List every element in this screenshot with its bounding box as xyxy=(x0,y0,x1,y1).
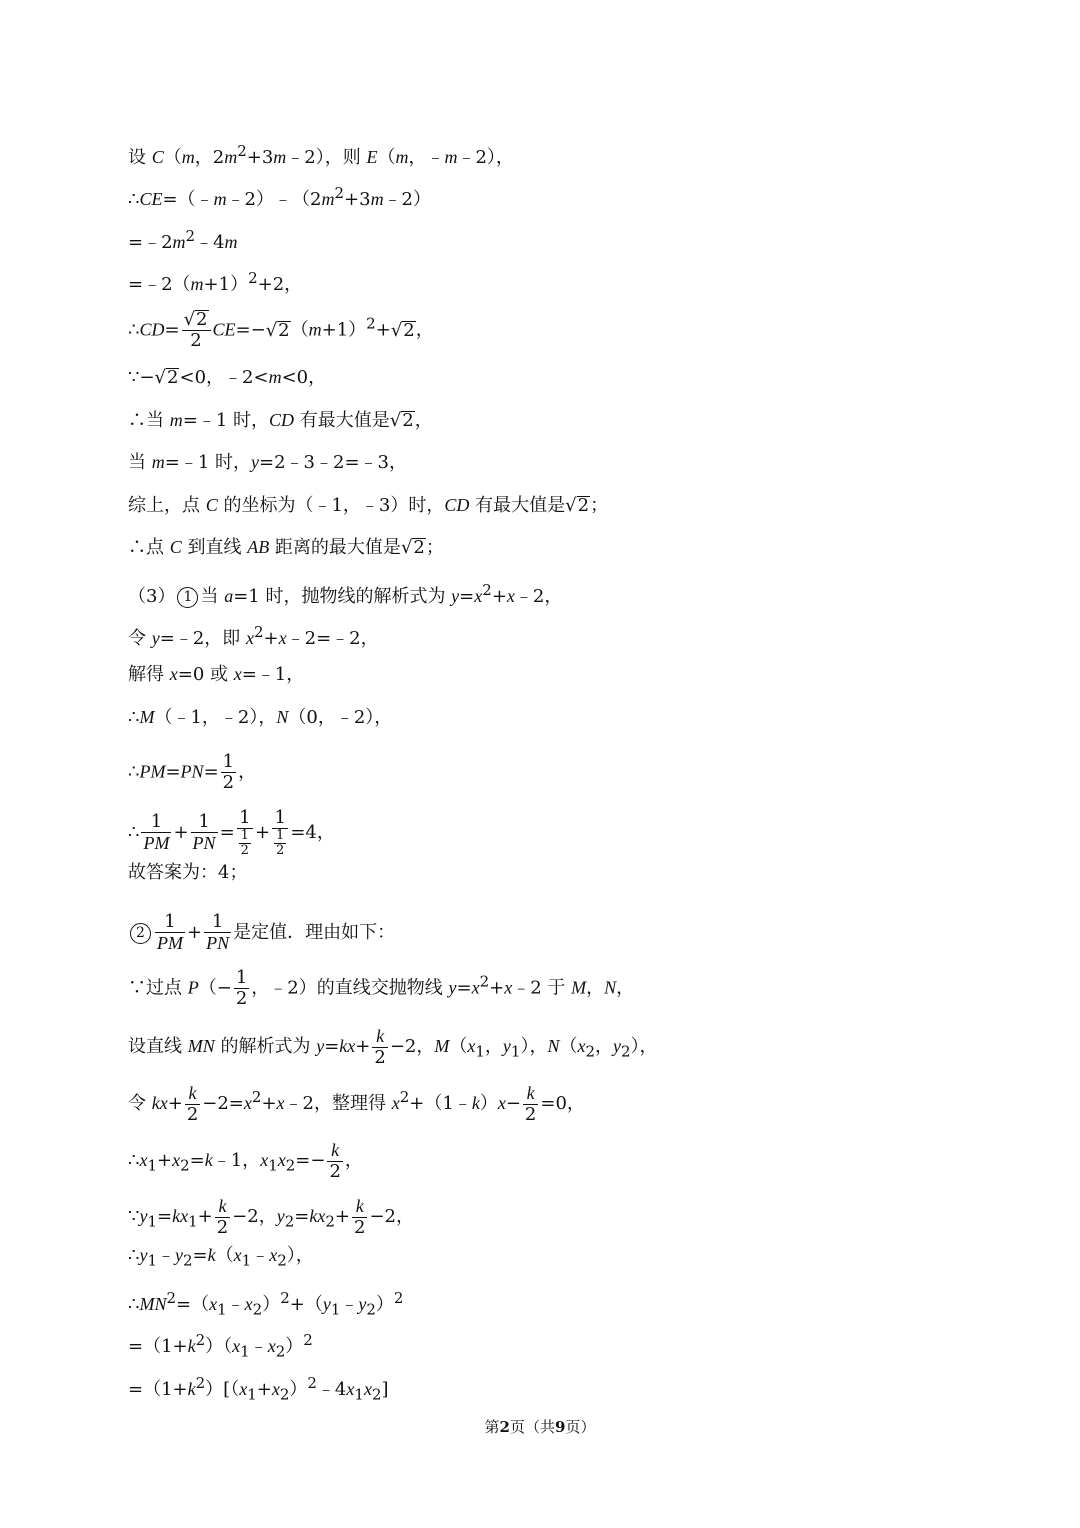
line-11: （3） 1 当 a=1 时，抛物线的解析式为 $y=x^2+x﹣2$， xyxy=(128,581,563,607)
page-number: 2 xyxy=(499,1418,510,1436)
line-3: $=﹣2m^2﹣4m$ xyxy=(128,227,238,253)
footer-suffix: 页） xyxy=(565,1418,596,1436)
line-4: $=﹣2(m+1)^2+2$， xyxy=(128,269,303,295)
line-1: 设 C（m，$2m^2+3m﹣2$），则 E（m，﹣m﹣2）， xyxy=(128,142,514,168)
line-20: 设直线 MN 的解析式为 y=kx+ $\frac{k}{2}$ −2，$M(x_1$，$y_1$），$N(x_2$，$y_2$）， xyxy=(128,1026,658,1068)
line-5: ∴CD= $\frac{√2}{2}$ $CE=-√2(m+1)^2+√2$， xyxy=(128,309,434,351)
line-21: 令 kx+ $\frac{k}{2}$ $-2=x^2+x﹣2$，整理得 $x^2+(1﹣k)x-$ $\frac{k}{2}$ =0， xyxy=(128,1083,585,1125)
footer-middle: 页（共 xyxy=(509,1418,555,1436)
line-26: $=(1+k^2)(x_1﹣x_2)^2$ xyxy=(128,1331,313,1361)
line-18: 2 $\frac{1}{PM}$ + $\frac{1}{PN}$ 是定值．理由如下： xyxy=(128,912,395,954)
line-17: 故答案为：4； xyxy=(128,862,248,883)
line-25: $\therefore MN^2=(x_1﹣x_2)^2+(y_1﹣y_2)^2$ xyxy=(128,1289,404,1319)
line-27: $=(1+k^2)[(x_1+x_2)^2﹣4x_1x_2]$ xyxy=(128,1374,389,1404)
line-12: 令 y=﹣2，即 $x^2+x﹣2=﹣2$， xyxy=(128,623,379,649)
line-16: ∴ $\frac{1}{PM}$ + $\frac{1}{PN}$ = $\frac{1}{\frac{1}{2}}$ + $\frac{1}{\frac{1}{2}}$ =4， xyxy=(128,807,335,858)
line-8: 当 m=﹣1 时，y=2﹣3﹣2=﹣3， xyxy=(128,452,407,473)
line-15: ∴PM=PN= $\frac{1}{2}$ ， xyxy=(128,751,257,793)
line-13: 解得 x=0 或 x=﹣1， xyxy=(128,664,305,685)
line-7: ∴当 m=﹣1 时，CD 有最大值是√2， xyxy=(128,410,433,431)
page-total: 9 xyxy=(555,1418,566,1436)
circled-one-icon: 1 xyxy=(177,587,198,608)
line-2: $\therefore CE=(﹣m﹣2)﹣(2m^2+3m﹣2)$ xyxy=(128,184,432,210)
page-footer xyxy=(0,1416,1080,1437)
fraction: $\frac{√2}{2}$ xyxy=(182,310,211,351)
line-23: $\because y_1=kx_1+$ $\frac{k}{2}$ −2，$y_2=kx_2+$ $\frac{k}{2}$ −2， xyxy=(128,1196,414,1238)
line-6: ∵−√2<0，﹣2<m<0， xyxy=(128,367,327,388)
circled-two-icon: 2 xyxy=(130,923,151,944)
line-9: 综上，点 C 的坐标为（﹣1，﹣3）时，CD 有最大值是√2； xyxy=(128,495,609,516)
line-22: $\therefore x_1+x_2=k﹣1$，$x_1x_2=-$ $\frac{k}{2}$ ， xyxy=(128,1140,363,1182)
line-14: ∴M（﹣1，﹣2），N（0，﹣2）， xyxy=(128,707,393,728)
line-10: ∴点 C 到直线 AB 距离的最大值是√2； xyxy=(128,537,444,558)
footer-prefix: 第 xyxy=(484,1418,500,1436)
line-19: ∵过点 P（− $\frac{1}{2}$ ，﹣2）的直线交抛物线 $y=x^2+x﹣2$ 于 M，N， xyxy=(128,967,635,1009)
line-24: $\therefore y_1﹣y_2=k(x_1﹣x_2)$， xyxy=(128,1245,314,1270)
